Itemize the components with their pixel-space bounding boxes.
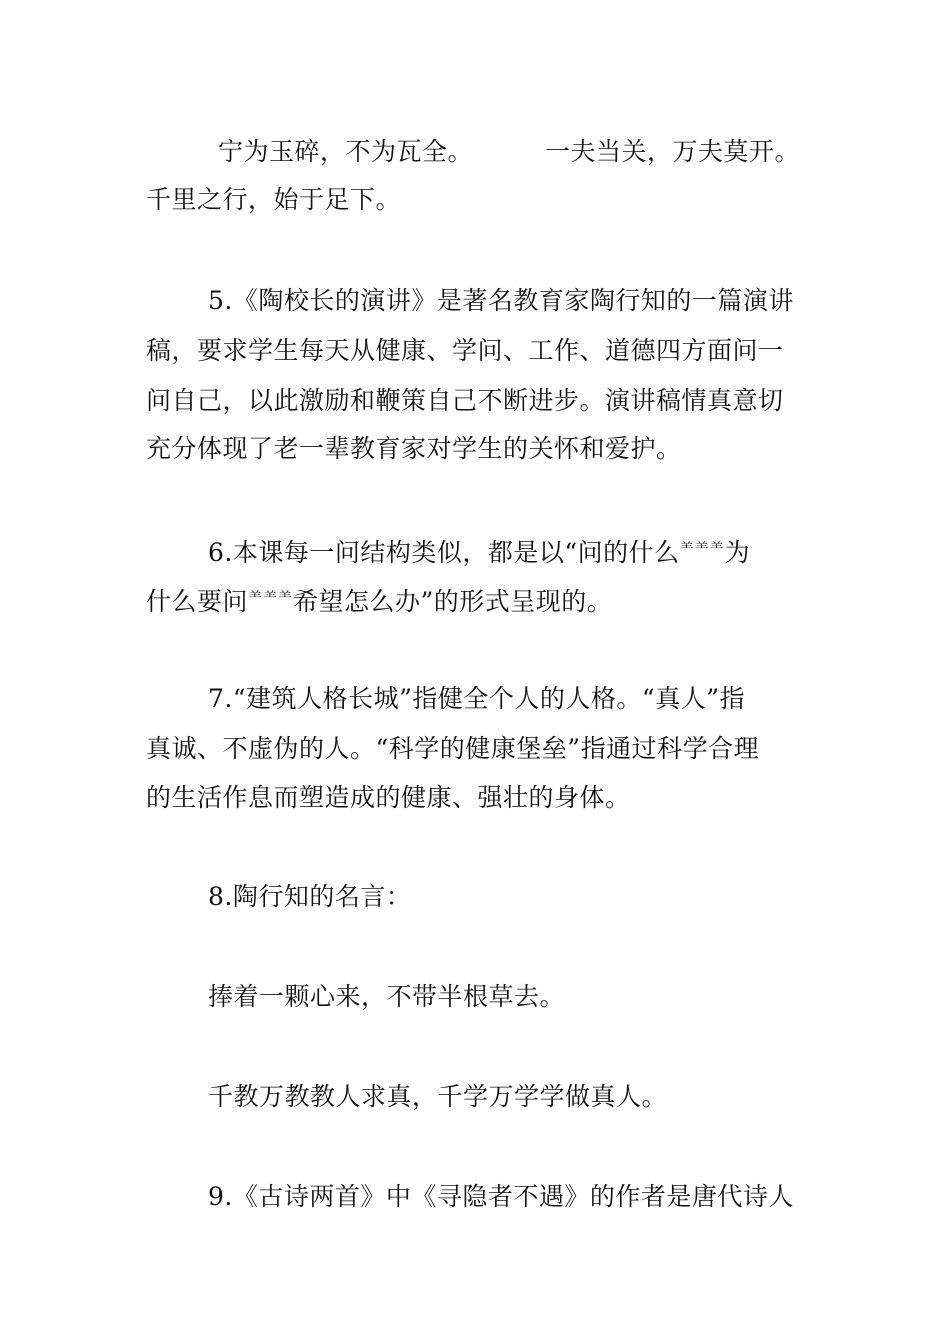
item6-text-b: 为 <box>724 538 751 567</box>
proverb-yu: 宁为玉碎，不为瓦全。 <box>218 137 474 166</box>
item6-text-d: 希望怎么办”的形式呈现的。 <box>293 587 613 616</box>
item9-line-1: 9.《古诗两首》中《寻隐者不遇》的作者是唐代诗人 <box>208 1182 794 1211</box>
ellipsis-mark: ⺷⺷⺷ <box>679 541 725 557</box>
proverb-line-2: 千里之行，始于足下。 <box>146 185 402 214</box>
item5-line-2: 稿，要求学生每天从健康、学问、工作、道德四方面问一 <box>146 336 784 365</box>
item5-line-3: 问自己，以此激励和鞭策自己不断进步。演讲稿情真意切 <box>146 386 784 415</box>
item6-text-a: 6.本课每一问结构类似，都是以“问的什么 <box>208 538 680 567</box>
item6-line-1 <box>208 532 808 570</box>
item7-line-3: 的生活作息而塑造成的健康、强壮的身体。 <box>146 783 631 812</box>
item5-line-4: 充分体现了老一辈教育家对学生的关怀和爱护。 <box>146 434 682 463</box>
proverb-line-1 <box>218 135 818 169</box>
item6-line-2 <box>146 581 806 619</box>
item8-quote-1: 捧着一颗心来，不带半根草去。 <box>208 982 566 1011</box>
item7-line-2: 真诚、不虚伪的人。“科学的健康堡垒”指通过科学合理 <box>146 734 760 763</box>
proverb-yifu: 一夫当关，万夫莫开。 <box>545 137 801 166</box>
item7-line-1: 7.“建筑人格长城”指健全个人的人格。“真人”指 <box>208 684 745 713</box>
item8-quote-2: 千教万教教人求真，千学万学学做真人。 <box>208 1082 668 1111</box>
item5-line-1: 5.《陶校长的演讲》是著名教育家陶行知的一篇演讲 <box>208 286 794 315</box>
item8-heading: 8.陶行知的名言： <box>208 882 412 911</box>
ellipsis-mark-2: ⺷⺷⺷ <box>248 590 294 606</box>
item6-text-c: 什么要问 <box>146 587 249 616</box>
